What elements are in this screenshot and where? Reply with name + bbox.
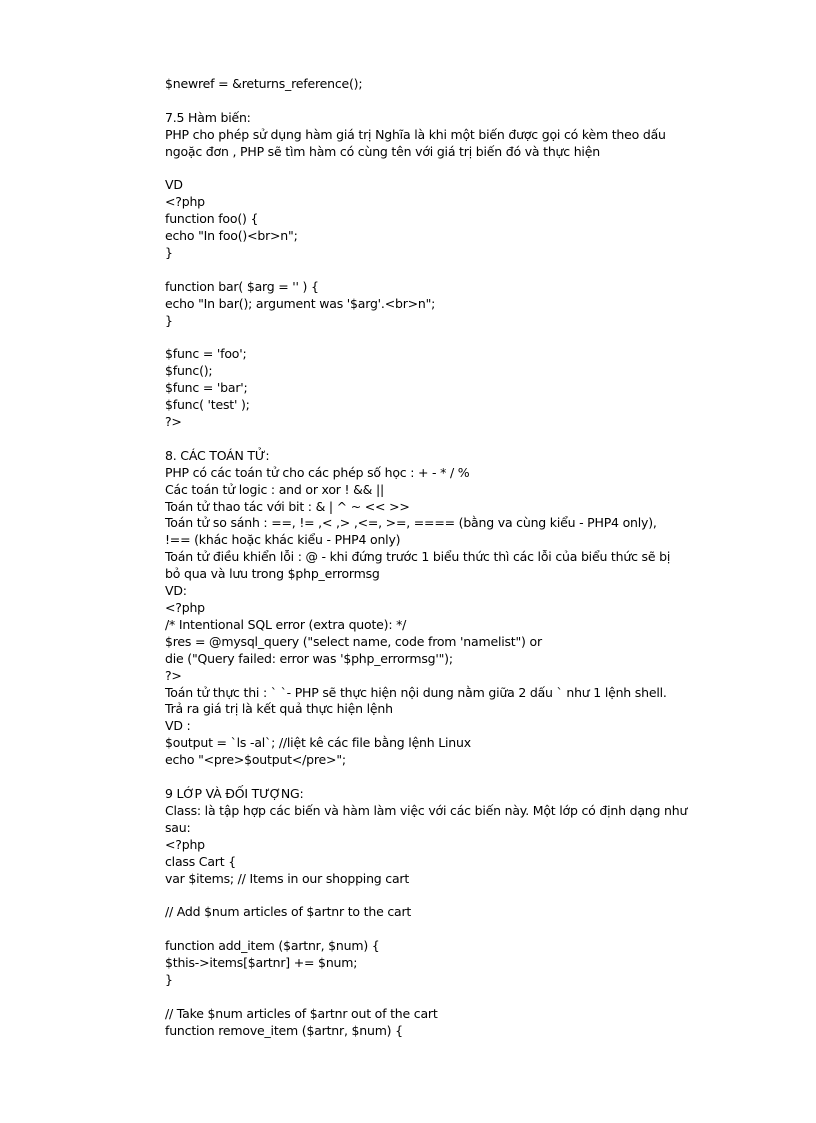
text-line: PHP có các toán tử cho các phép số học : + - * / % — [165, 464, 470, 480]
section-heading: 9 LỚP VÀ ĐỐI TƯỢNG: — [165, 785, 304, 801]
code-line: <?php — [165, 194, 205, 210]
code-line: $res = @mysql_query ("select name, code from 'namelist") or — [165, 633, 542, 649]
blank-line — [165, 769, 755, 786]
text-line: PHP cho phép sử dụng hàm giá trị Nghĩa là khi một biến được gọi có kèm theo dấu — [165, 126, 666, 142]
code-line: // Take $num articles of $artnr out of the cart — [165, 1005, 438, 1021]
code-line: class Cart { — [165, 853, 236, 869]
text-line: Toán tử thao tác với bit : & | ^ ~ << >> — [165, 498, 410, 514]
code-line: echo "In foo()<br>n"; — [165, 228, 298, 244]
code-line: $func( 'test' ); — [165, 397, 250, 413]
code-line: ?> — [165, 414, 182, 430]
code-line: function add_item ($artnr, $num) { — [165, 938, 380, 954]
text-line: Toán tử thực thi : ` `- PHP sẽ thực hiện nội dung nằm giữa 2 dấu ` như 1 lệnh shell. — [165, 684, 667, 700]
blank-line — [165, 431, 755, 448]
document-page — [165, 76, 755, 1040]
code-line: echo "In bar(); argument was '$arg'.<br>n"; — [165, 295, 436, 311]
code-line: $func = 'bar'; — [165, 380, 248, 396]
section-heading: 7.5 Hàm biến: — [165, 109, 251, 125]
text-line: !== (khác hoặc khác kiểu - PHP4 only) — [165, 532, 401, 548]
code-line: ?> — [165, 667, 182, 683]
code-line: $func(); — [165, 363, 213, 379]
text-line: VD — [165, 177, 183, 193]
text-line: Toán tử so sánh : ==, != ,< ,> ,<=, >=, ==== (bằng va cùng kiểu - PHP4 only), — [165, 515, 657, 531]
code-line: $output = `ls -al`; //liệt kê các file bằng lệnh Linux — [165, 735, 471, 751]
text-line: Trả ra giá trị là kết quả thực hiện lệnh — [165, 701, 393, 717]
code-line: var $items; // Items in our shopping cart — [165, 870, 410, 886]
section-heading: 8. CÁC TOÁN TỬ: — [165, 447, 270, 463]
code-line: die ("Query failed: error was '$php_errormsg'"); — [165, 650, 453, 666]
code-line: function remove_item ($artnr, $num) { — [165, 1022, 403, 1038]
blank-line — [165, 921, 755, 938]
text-line: VD : — [165, 718, 191, 734]
code-line: // Add $num articles of $artnr to the cart — [165, 904, 412, 920]
text-line: VD: — [165, 583, 187, 599]
code-line: function bar( $arg = '' ) { — [165, 278, 319, 294]
blank-line — [165, 330, 755, 347]
text-line: ngoặc đơn , PHP sẽ tìm hàm có cùng tên với giá trị biến đó và thực hiện — [165, 143, 600, 159]
code-line: $this->items[$artnr] += $num; — [165, 955, 358, 970]
code-line: function foo() { — [165, 211, 259, 227]
blank-line — [165, 93, 755, 110]
code-line: } — [165, 245, 173, 261]
text-line: Toán tử điều khiển lỗi : @ - khi đứng trước 1 biểu thức thì các lỗi của biểu thức sẽ bị — [165, 549, 671, 565]
blank-line — [165, 262, 755, 279]
text-line: Class: là tập hợp các biến và hàm làm việc với các biến này. Một lớp có định dạng như — [165, 802, 688, 818]
code-line: $newref = &returns_reference(); — [165, 76, 363, 91]
blank-line — [165, 989, 755, 1006]
text-line: sau: — [165, 819, 191, 835]
code-line: } — [165, 971, 173, 987]
code-line: } — [165, 312, 173, 328]
code-line: <?php — [165, 836, 205, 852]
blank-line — [165, 161, 755, 178]
code-line: $func = 'foo'; — [165, 346, 247, 362]
code-line: <?php — [165, 600, 205, 616]
blank-line — [165, 887, 755, 904]
text-line: bỏ qua và lưu trong $php_errormsg — [165, 566, 380, 582]
code-line: /* Intentional SQL error (extra quote): */ — [165, 616, 407, 632]
code-line: echo "<pre>$output</pre>"; — [165, 752, 346, 768]
text-line: Các toán tử logic : and or xor ! && || — [165, 481, 384, 497]
